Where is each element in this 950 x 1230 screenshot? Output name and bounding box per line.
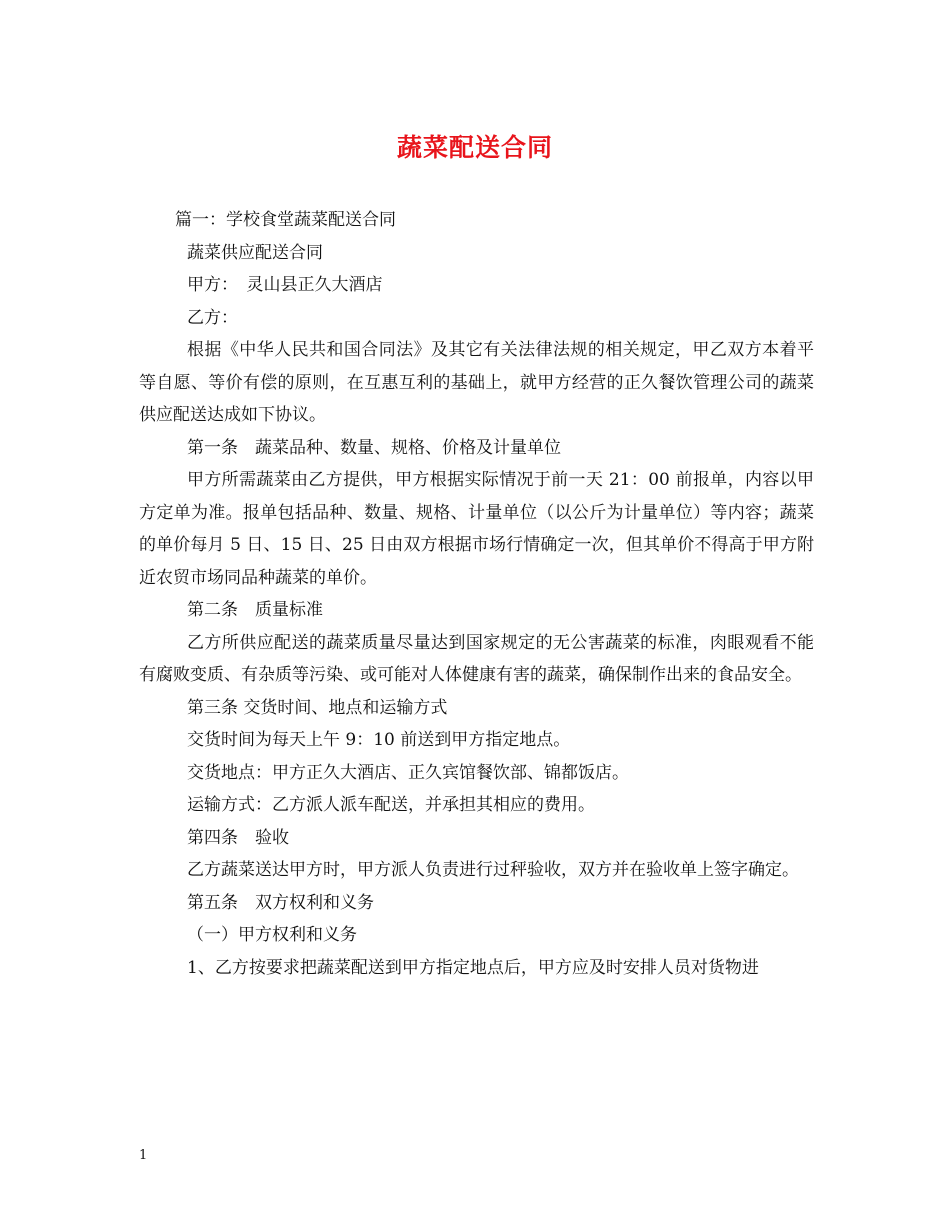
paragraph: 1、乙方按要求把蔬菜配送到甲方指定地点后，甲方应及时安排人员对货物进 xyxy=(187,957,759,978)
section-heading: 第四条 验收 xyxy=(187,827,289,848)
paragraph: 运输方式：乙方派人派车配送，并承担其相应的费用。 xyxy=(187,795,595,815)
paragraph: 蔬菜供应配送合同 xyxy=(187,242,323,263)
document-body xyxy=(139,204,814,984)
sub-heading: （一）甲方权利和义务 xyxy=(187,925,357,945)
page-number: 1 xyxy=(139,1148,148,1163)
document-title: 蔬菜配送合同 xyxy=(396,133,553,162)
paragraph: 交货地点：甲方正久大酒店、正久宾馆餐饮部、锦都饭店。 xyxy=(187,762,629,783)
paragraph: 乙方： xyxy=(187,307,238,328)
paragraph: 甲方： 灵山县正久大酒店 xyxy=(187,275,383,295)
paragraph: 根据《中华人民共和国合同法》及其它有关法律法规的相关规定，甲乙双方本着平等自愿、等价有偿的原则，在互惠互利的基础上，就甲方经营的正久餐饮管理公司的蔬菜供应配送达成如下协议。 xyxy=(139,340,814,425)
paragraph: 篇一：学校食堂蔬菜配送合同 xyxy=(175,210,396,230)
section-heading: 第三条 交货时间、地点和运输方式 xyxy=(187,697,448,718)
paragraph: 甲方所需蔬菜由乙方提供，甲方根据实际情况于前一天 21：00 前报单，内容以甲方定单为准。报单包括品种、数量、规格、计量单位（以公斤为计量单位）等内容；蔬菜的单价每月 5 日、15 日、25 日由双方根据市场行情确定一次，但其单价不得高于甲方附近农贸市场同品种蔬菜的单价。 xyxy=(139,470,814,588)
section-heading: 第五条 双方权利和义务 xyxy=(187,892,374,913)
section-heading: 第一条 蔬菜品种、数量、规格、价格及计量单位 xyxy=(187,437,561,458)
section-heading: 第二条 质量标准 xyxy=(187,600,323,620)
paragraph: 乙方所供应配送的蔬菜质量尽量达到国家规定的无公害蔬菜的标准，肉眼观看不能有腐败变质、有杂质等污染、或可能对人体健康有害的蔬菜，确保制作出来的食品安全。 xyxy=(139,632,814,685)
paragraph: 乙方蔬菜送达甲方时，甲方派人负责进行过秤验收，双方并在验收单上签字确定。 xyxy=(187,860,799,880)
paragraph: 交货时间为每天上午 9：10 前送到甲方指定地点。 xyxy=(187,730,571,750)
